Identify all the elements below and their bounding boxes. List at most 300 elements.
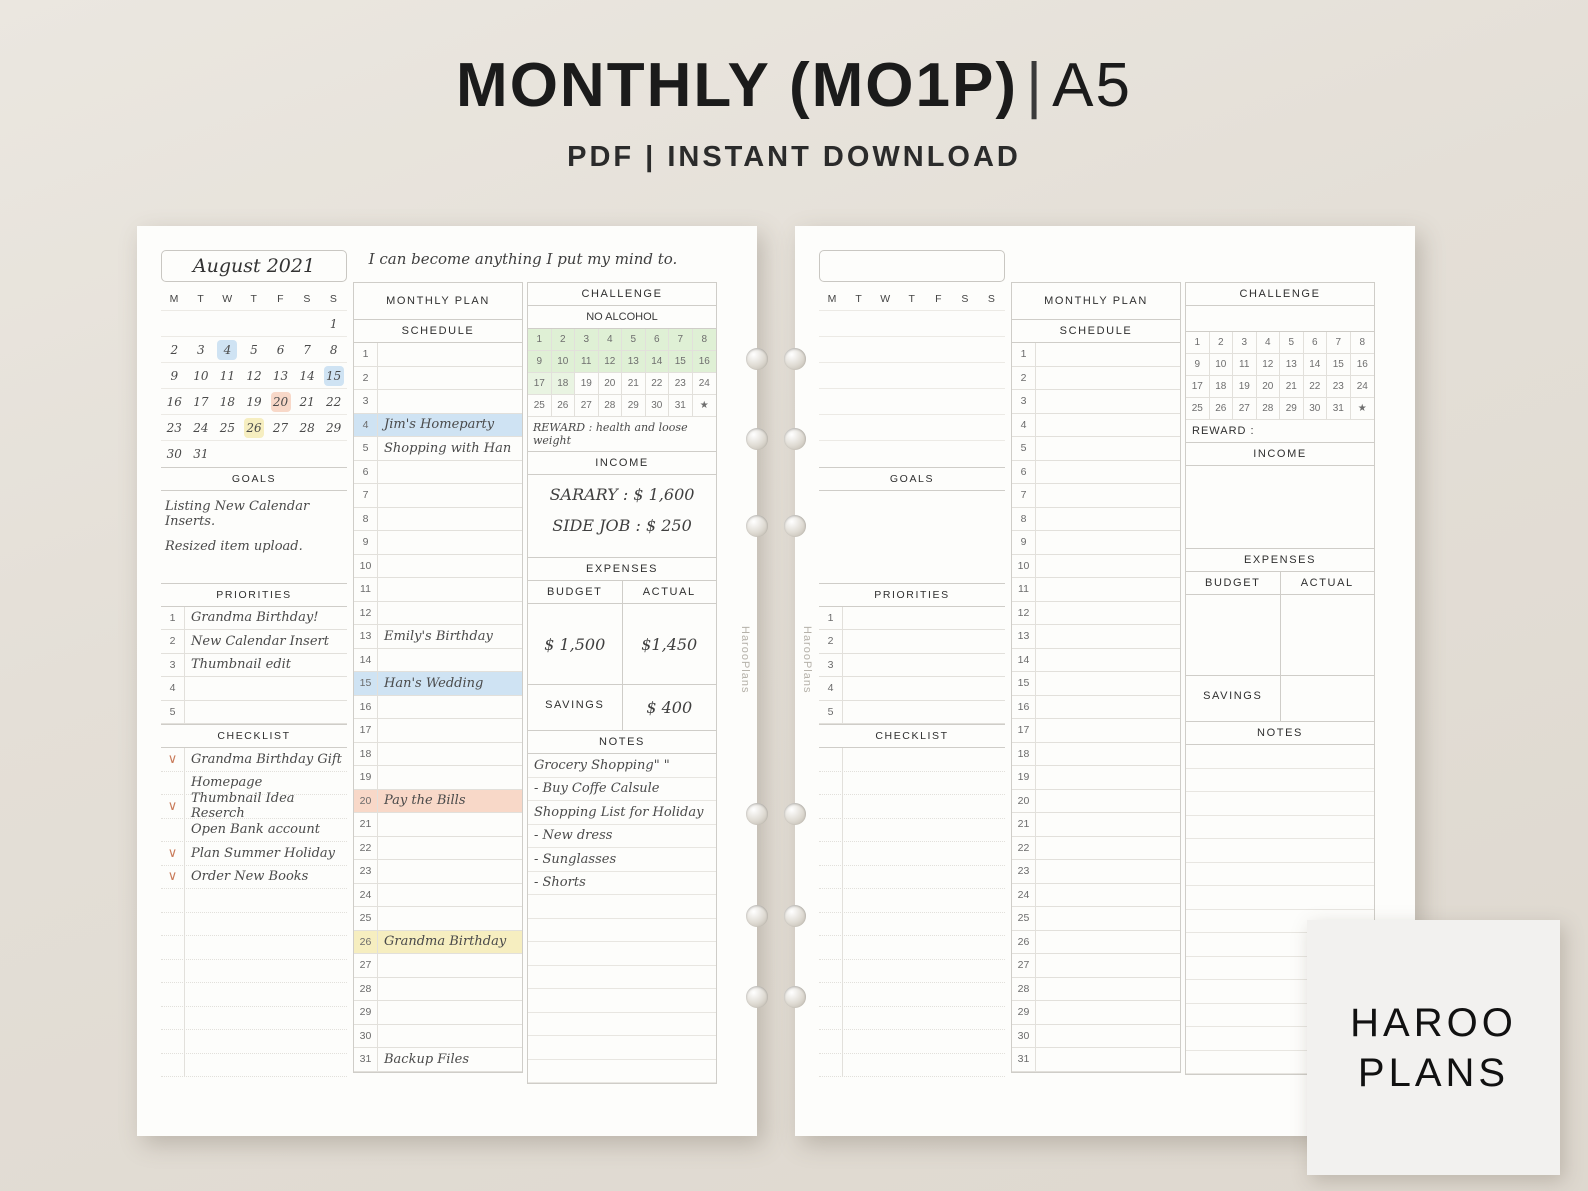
challenge-day[interactable]: 23 (1327, 376, 1351, 398)
checklist-row[interactable] (161, 791, 347, 822)
note-row[interactable] (528, 848, 716, 872)
challenge-day[interactable]: 5 (622, 329, 646, 351)
calendar-day[interactable] (978, 389, 1005, 415)
calendar-day[interactable] (819, 415, 846, 441)
calendar-day[interactable] (899, 389, 926, 415)
schedule-row[interactable] (354, 837, 522, 861)
schedule-row[interactable] (354, 1048, 522, 1072)
challenge-day[interactable]: 17 (528, 373, 552, 395)
schedule-row[interactable] (354, 484, 522, 508)
challenge-day[interactable]: 5 (1280, 332, 1304, 354)
schedule-row[interactable] (354, 531, 522, 555)
calendar-day[interactable] (846, 389, 873, 415)
checkbox-icon[interactable] (161, 889, 185, 912)
priority-row[interactable] (819, 607, 1005, 631)
checklist-row[interactable] (161, 1007, 347, 1031)
calendar-day[interactable] (925, 415, 952, 441)
schedule-row[interactable] (354, 766, 522, 790)
calendar-day[interactable] (819, 363, 846, 389)
challenge-day[interactable]: 28 (1257, 398, 1281, 420)
challenge-day[interactable]: 21 (622, 373, 646, 395)
calendar-day[interactable]: 30 (161, 441, 188, 467)
goals-area-blank[interactable] (819, 491, 1005, 583)
schedule-row[interactable] (1012, 461, 1180, 485)
checkbox-icon[interactable] (819, 748, 843, 771)
challenge-day[interactable]: 27 (575, 395, 599, 417)
calendar-day[interactable] (978, 441, 1005, 467)
schedule-row[interactable] (1012, 813, 1180, 837)
challenge-day[interactable]: 29 (1280, 398, 1304, 420)
schedule-row[interactable] (354, 954, 522, 978)
challenge-day[interactable]: 26 (1210, 398, 1234, 420)
schedule-row[interactable] (354, 860, 522, 884)
checkbox-icon[interactable]: ∨ (161, 748, 185, 771)
schedule-row[interactable] (1012, 978, 1180, 1002)
calendar-day[interactable]: 12 (241, 363, 268, 389)
schedule-row[interactable] (354, 907, 522, 931)
challenge-day[interactable]: 30 (1304, 398, 1328, 420)
priority-row[interactable] (819, 701, 1005, 725)
challenge-reward-blank[interactable]: REWARD : (1186, 420, 1374, 443)
checklist-row[interactable] (819, 842, 1005, 866)
note-row[interactable] (528, 966, 716, 990)
checklist-row[interactable] (161, 819, 347, 843)
checkbox-icon[interactable] (819, 960, 843, 983)
priority-row[interactable] (161, 701, 347, 725)
challenge-grid[interactable] (528, 329, 716, 417)
calendar-day[interactable] (899, 311, 926, 337)
schedule-row[interactable] (1012, 437, 1180, 461)
schedule-row[interactable] (1012, 696, 1180, 720)
checkbox-icon[interactable] (161, 913, 185, 936)
checklist-row[interactable] (819, 913, 1005, 937)
schedule-row[interactable] (354, 555, 522, 579)
calendar-day[interactable] (320, 441, 347, 467)
challenge-day[interactable]: 9 (1186, 354, 1210, 376)
schedule-row[interactable] (354, 696, 522, 720)
calendar-day[interactable] (214, 311, 241, 337)
challenge-day[interactable]: 8 (1351, 332, 1375, 354)
checkbox-icon[interactable] (819, 842, 843, 865)
schedule-row[interactable] (1012, 508, 1180, 532)
challenge-day[interactable]: 18 (1210, 376, 1234, 398)
challenge-day[interactable]: 14 (1304, 354, 1328, 376)
calendar-day[interactable]: 2 (161, 337, 188, 363)
checklist-list[interactable] (161, 748, 347, 1077)
priority-row[interactable] (161, 677, 347, 701)
checkbox-icon[interactable] (161, 1007, 185, 1030)
month-title-box-blank[interactable] (819, 250, 1005, 282)
calendar-day[interactable] (846, 415, 873, 441)
calendar-day[interactable] (872, 311, 899, 337)
calendar-day[interactable]: 20 (267, 389, 294, 415)
challenge-day[interactable]: 15 (669, 351, 693, 373)
priority-row[interactable] (819, 677, 1005, 701)
calendar-day[interactable] (978, 337, 1005, 363)
schedule-row[interactable] (354, 390, 522, 414)
checklist-row[interactable] (819, 983, 1005, 1007)
checkbox-icon[interactable]: ∨ (161, 842, 185, 865)
calendar-day[interactable]: 14 (294, 363, 321, 389)
calendar-day[interactable] (294, 441, 321, 467)
calendar-day[interactable] (925, 389, 952, 415)
calendar-day[interactable]: 16 (161, 389, 188, 415)
checklist-row[interactable] (161, 1054, 347, 1078)
calendar-day[interactable]: 18 (214, 389, 241, 415)
challenge-day[interactable]: 12 (599, 351, 623, 373)
priority-row[interactable] (819, 630, 1005, 654)
note-row[interactable] (528, 1036, 716, 1060)
schedule-row[interactable] (354, 649, 522, 673)
challenge-day[interactable]: 28 (599, 395, 623, 417)
schedule-row[interactable] (354, 578, 522, 602)
calendar-day[interactable] (925, 311, 952, 337)
checkbox-icon[interactable] (819, 1054, 843, 1077)
note-row[interactable] (528, 801, 716, 825)
checklist-row[interactable] (819, 889, 1005, 913)
note-row[interactable] (528, 754, 716, 778)
checklist-row[interactable] (819, 866, 1005, 890)
checklist-row[interactable] (819, 795, 1005, 819)
calendar-day[interactable] (846, 441, 873, 467)
calendar-day[interactable] (214, 441, 241, 467)
note-row[interactable] (528, 989, 716, 1013)
challenge-day[interactable]: 13 (622, 351, 646, 373)
calendar-day[interactable]: 19 (241, 389, 268, 415)
challenge-day[interactable]: 1 (528, 329, 552, 351)
calendar-day[interactable]: 13 (267, 363, 294, 389)
note-row[interactable] (1186, 745, 1374, 769)
calendar-day[interactable] (952, 441, 979, 467)
challenge-day[interactable]: 3 (575, 329, 599, 351)
challenge-day[interactable]: 7 (669, 329, 693, 351)
schedule-row[interactable] (1012, 414, 1180, 438)
calendar-day[interactable] (952, 415, 979, 441)
challenge-grid-blank[interactable] (1186, 332, 1374, 420)
challenge-day[interactable]: 13 (1280, 354, 1304, 376)
schedule-row[interactable] (1012, 531, 1180, 555)
challenge-day[interactable]: 4 (599, 329, 623, 351)
challenge-day[interactable]: 8 (693, 329, 717, 351)
savings-value-blank[interactable] (1281, 675, 1375, 721)
schedule-row[interactable] (1012, 860, 1180, 884)
challenge-day[interactable]: 24 (1351, 376, 1375, 398)
schedule-row[interactable] (1012, 625, 1180, 649)
calendar-day[interactable]: 9 (161, 363, 188, 389)
challenge-day[interactable]: 19 (575, 373, 599, 395)
calendar-day[interactable]: 26 (241, 415, 268, 441)
calendar-day[interactable] (161, 311, 188, 337)
challenge-day[interactable]: 9 (528, 351, 552, 373)
calendar-day[interactable] (899, 441, 926, 467)
challenge-day[interactable]: 27 (1233, 398, 1257, 420)
monthly-quote-blank[interactable] (1011, 250, 1351, 276)
checkbox-icon[interactable] (819, 889, 843, 912)
calendar-day[interactable]: 3 (188, 337, 215, 363)
goals-area[interactable] (161, 491, 347, 583)
challenge-day[interactable]: 30 (646, 395, 670, 417)
schedule-row[interactable] (1012, 954, 1180, 978)
calendar-day[interactable] (294, 311, 321, 337)
checklist-row[interactable] (819, 1054, 1005, 1078)
checklist-row[interactable] (819, 936, 1005, 960)
checklist-row[interactable] (161, 842, 347, 866)
schedule-row[interactable] (354, 461, 522, 485)
mini-calendar-blank[interactable] (819, 288, 1005, 467)
schedule-row[interactable] (1012, 602, 1180, 626)
challenge-day[interactable]: 18 (552, 373, 576, 395)
calendar-day[interactable] (819, 389, 846, 415)
challenge-day[interactable]: 31 (1327, 398, 1351, 420)
checklist-row[interactable] (819, 772, 1005, 796)
checklist-row[interactable] (161, 983, 347, 1007)
calendar-day[interactable] (978, 415, 1005, 441)
calendar-day[interactable] (872, 441, 899, 467)
challenge-day[interactable]: 17 (1186, 376, 1210, 398)
calendar-day[interactable]: 23 (161, 415, 188, 441)
schedule-row[interactable] (1012, 367, 1180, 391)
schedule-row[interactable] (1012, 837, 1180, 861)
checkbox-icon[interactable] (819, 913, 843, 936)
challenge-day[interactable]: 26 (552, 395, 576, 417)
calendar-day[interactable]: 1 (320, 311, 347, 337)
calendar-day[interactable]: 21 (294, 389, 321, 415)
schedule-row[interactable] (1012, 1001, 1180, 1025)
calendar-day[interactable]: 11 (214, 363, 241, 389)
schedule-row[interactable] (354, 719, 522, 743)
calendar-day[interactable]: 6 (267, 337, 294, 363)
schedule-row[interactable] (354, 367, 522, 391)
checklist-row[interactable] (161, 960, 347, 984)
calendar-day[interactable] (952, 337, 979, 363)
calendar-day[interactable] (952, 389, 979, 415)
calendar-day[interactable]: 27 (267, 415, 294, 441)
note-row[interactable] (528, 942, 716, 966)
priority-row[interactable] (161, 630, 347, 654)
schedule-row[interactable] (1012, 1048, 1180, 1072)
checklist-row[interactable] (161, 913, 347, 937)
challenge-day[interactable]: 16 (1351, 354, 1375, 376)
calendar-day[interactable]: 24 (188, 415, 215, 441)
schedule-row[interactable] (354, 508, 522, 532)
calendar-day[interactable] (846, 311, 873, 337)
checkbox-icon[interactable] (161, 960, 185, 983)
calendar-day[interactable] (188, 311, 215, 337)
challenge-day[interactable]: 6 (646, 329, 670, 351)
challenge-day[interactable]: 20 (1257, 376, 1281, 398)
checkbox-icon[interactable] (161, 936, 185, 959)
challenge-day[interactable]: 31 (669, 395, 693, 417)
schedule-row[interactable] (354, 813, 522, 837)
priority-row[interactable] (161, 654, 347, 678)
challenge-day[interactable]: 2 (1210, 332, 1234, 354)
calendar-day[interactable] (899, 363, 926, 389)
note-row[interactable] (1186, 769, 1374, 793)
challenge-day[interactable]: 24 (693, 373, 717, 395)
schedule-row[interactable] (354, 343, 522, 367)
calendar-day[interactable] (899, 337, 926, 363)
calendar-day[interactable]: 28 (294, 415, 321, 441)
schedule-row[interactable] (1012, 766, 1180, 790)
checkbox-icon[interactable] (819, 1030, 843, 1053)
checkbox-icon[interactable] (161, 983, 185, 1006)
schedule-row[interactable] (354, 743, 522, 767)
calendar-day[interactable]: 5 (241, 337, 268, 363)
challenge-day[interactable]: 25 (528, 395, 552, 417)
checkbox-icon[interactable] (161, 1030, 185, 1053)
challenge-name[interactable]: NO ALCOHOL (528, 306, 716, 329)
schedule-row[interactable] (354, 790, 522, 814)
calendar-day[interactable] (267, 441, 294, 467)
challenge-day[interactable]: ★ (1351, 398, 1375, 420)
actual-value[interactable]: $1,450 (641, 634, 698, 654)
schedule-row[interactable] (1012, 390, 1180, 414)
challenge-day[interactable]: 25 (1186, 398, 1210, 420)
challenge-day[interactable]: 6 (1304, 332, 1328, 354)
note-row[interactable] (528, 919, 716, 943)
budget-value[interactable]: $ 1,500 (544, 634, 606, 654)
schedule-row[interactable] (1012, 884, 1180, 908)
schedule-row[interactable] (1012, 672, 1180, 696)
checkbox-icon[interactable] (161, 819, 185, 842)
challenge-day[interactable]: 10 (1210, 354, 1234, 376)
calendar-day[interactable]: 25 (214, 415, 241, 441)
calendar-day[interactable] (899, 415, 926, 441)
note-row[interactable] (1186, 863, 1374, 887)
checkbox-icon[interactable]: ∨ (161, 866, 185, 889)
calendar-day[interactable] (952, 311, 979, 337)
note-row[interactable] (528, 872, 716, 896)
challenge-day[interactable]: 15 (1327, 354, 1351, 376)
calendar-day[interactable]: 31 (188, 441, 215, 467)
schedule-row[interactable] (1012, 931, 1180, 955)
calendar-day[interactable] (872, 415, 899, 441)
note-row[interactable] (528, 1060, 716, 1084)
challenge-day[interactable]: 14 (646, 351, 670, 373)
calendar-day[interactable] (819, 311, 846, 337)
calendar-day[interactable] (978, 363, 1005, 389)
schedule-row[interactable] (1012, 649, 1180, 673)
checklist-row[interactable] (819, 819, 1005, 843)
checklist-row[interactable] (819, 748, 1005, 772)
calendar-day[interactable] (846, 363, 873, 389)
checkbox-icon[interactable] (819, 1007, 843, 1030)
schedule-row[interactable] (354, 602, 522, 626)
challenge-day[interactable]: 7 (1327, 332, 1351, 354)
schedule-row[interactable] (354, 437, 522, 461)
checkbox-icon[interactable] (819, 772, 843, 795)
schedule-row[interactable] (354, 1025, 522, 1049)
challenge-day[interactable]: 12 (1257, 354, 1281, 376)
checkbox-icon[interactable] (819, 866, 843, 889)
calendar-day[interactable] (872, 389, 899, 415)
schedule-row[interactable] (354, 931, 522, 955)
calendar-day[interactable]: 29 (320, 415, 347, 441)
challenge-day[interactable]: 11 (1233, 354, 1257, 376)
calendar-day[interactable] (267, 311, 294, 337)
challenge-day[interactable]: 22 (646, 373, 670, 395)
schedule-rows[interactable] (354, 343, 522, 1072)
calendar-day[interactable]: 15 (320, 363, 347, 389)
challenge-day[interactable]: 20 (599, 373, 623, 395)
checklist-row[interactable] (161, 889, 347, 913)
schedule-rows-blank[interactable] (1012, 343, 1180, 1072)
schedule-row[interactable] (354, 625, 522, 649)
actual-value-blank[interactable] (1281, 595, 1375, 675)
challenge-day[interactable]: 10 (552, 351, 576, 373)
challenge-day[interactable]: 4 (1257, 332, 1281, 354)
income-area[interactable] (528, 475, 716, 557)
calendar-day[interactable] (241, 311, 268, 337)
notes-area[interactable] (528, 754, 716, 1083)
checklist-row[interactable] (161, 748, 347, 772)
calendar-day[interactable]: 7 (294, 337, 321, 363)
checkbox-icon[interactable] (819, 795, 843, 818)
calendar-day[interactable] (872, 363, 899, 389)
schedule-row[interactable] (354, 1001, 522, 1025)
challenge-day[interactable]: 11 (575, 351, 599, 373)
schedule-row[interactable] (354, 414, 522, 438)
checklist-row[interactable] (819, 960, 1005, 984)
challenge-day[interactable]: 3 (1233, 332, 1257, 354)
calendar-day[interactable] (925, 441, 952, 467)
savings-value[interactable]: $ 400 (623, 684, 717, 730)
checklist-list-blank[interactable] (819, 748, 1005, 1077)
challenge-day[interactable]: 2 (552, 329, 576, 351)
challenge-reward[interactable]: REWARD : health and loose weight (528, 417, 716, 452)
challenge-day[interactable]: 23 (669, 373, 693, 395)
challenge-day[interactable]: 19 (1233, 376, 1257, 398)
schedule-row[interactable] (1012, 1025, 1180, 1049)
schedule-row[interactable] (1012, 790, 1180, 814)
checklist-row[interactable] (161, 866, 347, 890)
priorities-list-blank[interactable] (819, 607, 1005, 725)
calendar-day[interactable] (819, 441, 846, 467)
checkbox-icon[interactable]: ∨ (161, 795, 185, 818)
schedule-row[interactable] (1012, 555, 1180, 579)
note-row[interactable] (528, 1013, 716, 1037)
calendar-day[interactable] (952, 363, 979, 389)
note-row[interactable] (528, 778, 716, 802)
calendar-day[interactable] (846, 337, 873, 363)
checklist-row[interactable] (161, 936, 347, 960)
schedule-row[interactable] (354, 884, 522, 908)
calendar-day[interactable]: 17 (188, 389, 215, 415)
schedule-row[interactable] (1012, 343, 1180, 367)
calendar-day[interactable] (819, 337, 846, 363)
checklist-row[interactable] (161, 1030, 347, 1054)
schedule-row[interactable] (1012, 719, 1180, 743)
checkbox-icon[interactable] (819, 983, 843, 1006)
note-row[interactable] (528, 825, 716, 849)
note-row[interactable] (1186, 816, 1374, 840)
checklist-row[interactable] (819, 1007, 1005, 1031)
checkbox-icon[interactable] (161, 772, 185, 795)
challenge-day[interactable]: 16 (693, 351, 717, 373)
challenge-day[interactable]: ★ (693, 395, 717, 417)
checkbox-icon[interactable] (819, 936, 843, 959)
calendar-day[interactable]: 10 (188, 363, 215, 389)
note-row[interactable] (1186, 792, 1374, 816)
challenge-day[interactable]: 22 (1304, 376, 1328, 398)
schedule-row[interactable] (354, 978, 522, 1002)
note-row[interactable] (1186, 886, 1374, 910)
priority-row[interactable] (161, 607, 347, 631)
calendar-day[interactable]: 8 (320, 337, 347, 363)
calendar-day[interactable] (872, 337, 899, 363)
schedule-row[interactable] (1012, 484, 1180, 508)
challenge-day[interactable]: 29 (622, 395, 646, 417)
